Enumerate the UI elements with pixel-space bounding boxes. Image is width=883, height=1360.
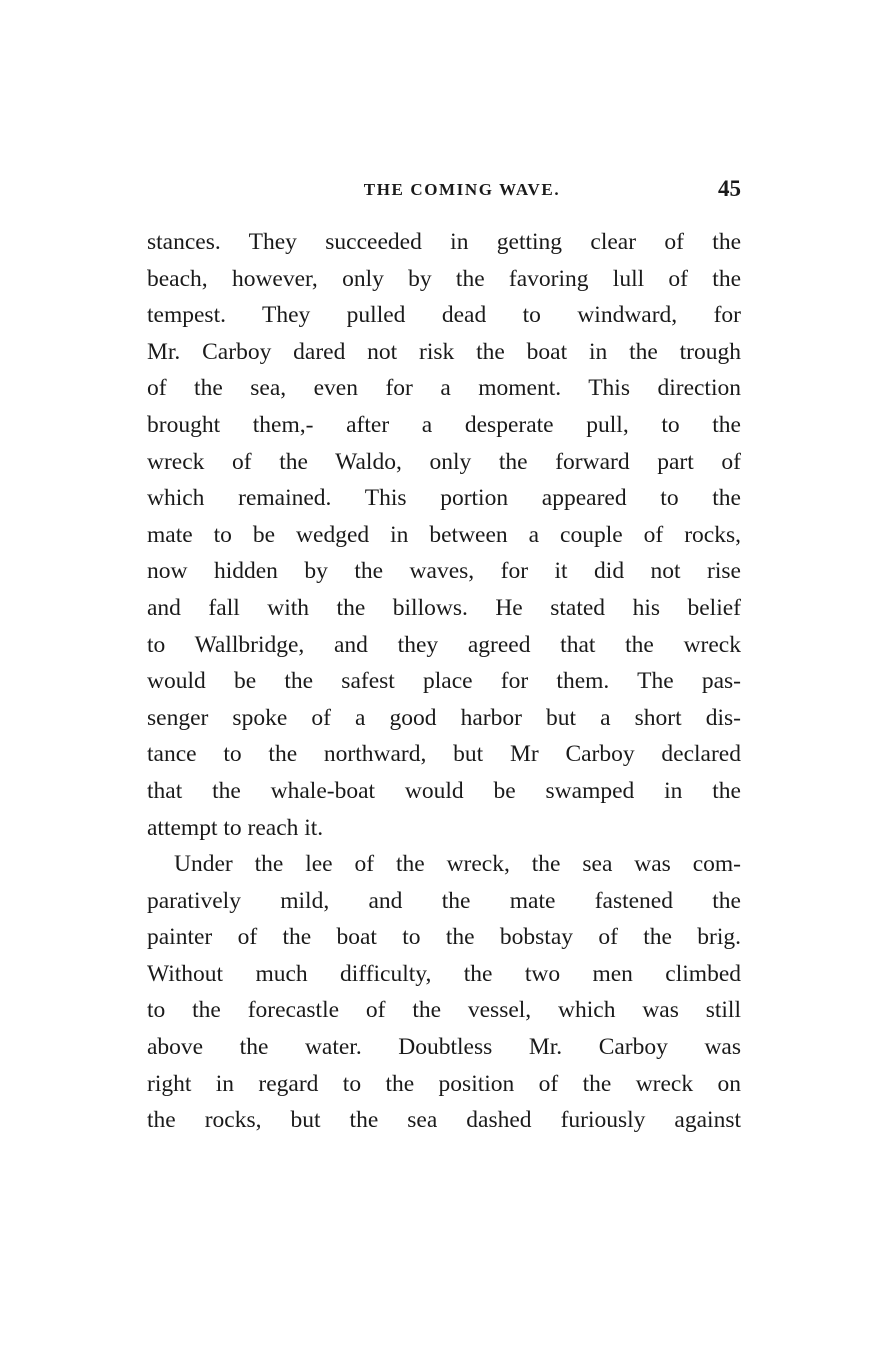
paragraph-end-line: attempt to reach it. xyxy=(147,814,324,841)
text-line: Without much difficulty, the two men climbed xyxy=(147,960,741,987)
text-line: wreck of the Waldo, only the forward part of xyxy=(147,448,741,475)
paragraph-start-line: Under the lee of the wreck, the sea was com- xyxy=(174,851,741,878)
body-text xyxy=(147,224,741,1139)
text-line: and fall with the billows. He stated his belief xyxy=(147,594,741,621)
text-line: the rocks, but the sea dashed furiously against xyxy=(147,1107,741,1134)
running-head xyxy=(147,176,741,206)
text-line: stances. They succeeded in getting clear of the xyxy=(147,229,741,255)
running-title: THE COMING WAVE. xyxy=(363,180,561,199)
text-line: painter of the boat to the bobstay of the brig. xyxy=(147,924,741,951)
text-line: brought them,- after a desperate pull, to the xyxy=(147,411,741,438)
text-line: Mr. Carboy dared not risk the boat in the trough xyxy=(147,338,741,365)
text-line: that the whale-boat would be swamped in the xyxy=(147,777,741,804)
text-line: to the forecastle of the vessel, which was still xyxy=(147,997,741,1024)
text-line: senger spoke of a good harbor but a short dis- xyxy=(147,704,741,731)
text-line: beach, however, only by the favoring lull of the xyxy=(147,265,741,292)
text-line: now hidden by the waves, for it did not rise xyxy=(147,558,741,585)
text-line: would be the safest place for them. The pas- xyxy=(147,668,741,695)
text-line: tance to the northward, but Mr Carboy declared xyxy=(147,741,741,768)
page-number: 45 xyxy=(718,176,741,201)
text-line: mate to be wedged in between a couple of rocks, xyxy=(147,521,741,548)
text-line: of the sea, even for a moment. This direction xyxy=(147,375,741,402)
text-line: above the water. Doubtless Mr. Carboy was xyxy=(147,1034,741,1061)
text-line: to Wallbridge, and they agreed that the wreck xyxy=(147,631,741,658)
text-line: tempest. They pulled dead to windward, for xyxy=(147,302,741,329)
text-line: right in regard to the position of the wreck on xyxy=(147,1070,741,1097)
text-line: which remained. This portion appeared to the xyxy=(147,485,741,512)
text-line: paratively mild, and the mate fastened the xyxy=(147,887,741,914)
